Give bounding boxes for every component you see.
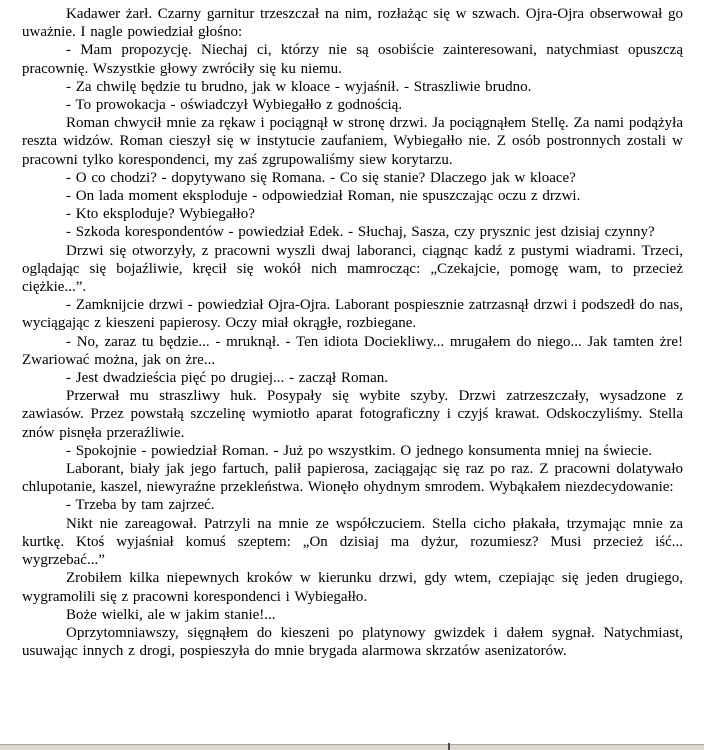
paragraph: Kadawer żarł. Czarny garnitur trzeszczał na nim, rozłażąc się w szwach. Ojra-Ojra obserwował go uważnie. I nagle powiedział głośno: (22, 6, 683, 41)
paragraph: Roman chwycił mnie za rękaw i pociągnął w stronę drzwi. Ja pociągnąłem Stellę. Za nami podążyła reszta widzów. Roman cieszył się w instytucie zaufaniem, Wybiegałło nie. Z osób postronnych zostali w pracowni tylko korespondenci, my zaś zgrupowaliśmy siew korytarzu. (22, 115, 683, 168)
paragraph: - Za chwilę będzie tu brudno, jak w kloace - wyjaśnił. - Straszliwie brudno. (66, 78, 532, 95)
paragraph: Laborant, biały jak jego fartuch, palił papierosa, zaciągając się raz po raz. Z pracowni dolatywało chlupotanie, kaszel, niewyraźne przekleństwa. Wionęło ohydnym smrodem. Wybąkałem niezdecydowanie: (22, 461, 683, 496)
paragraph: Przerwał mu straszliwy huk. Posypały się wybite szyby. Drzwi zatrzeszczały, wysadzone z zawiasów. Przez powstałą szczelinę wymiotło aparat fotograficzny i czyjś krawat. Odskoczyliśmy. Stella znów pisnęła przeraźliwie. (22, 388, 683, 441)
paragraph: Nikt nie zareagował. Patrzyli na mnie ze współczuciem. Stella cicho płakała, trzymając mnie za kurtkę. Ktoś wyjaśniał komuś szeptem: „On dzisiaj ma dyżur, rozumiesz? Musi przecież iść... wygrzebać...” (22, 515, 683, 569)
paragraph: Zrobiłem kilka niepewnych kroków w kierunku drzwi, gdy wtem, czepiając się jeden drugiego, wygramolili się z pracowni korespondenci i Wybiegałło. (22, 570, 683, 605)
paragraph: - Trzeba by tam zajrzeć. (66, 497, 215, 514)
paragraph: Oprzytomniawszy, sięgnąłem do kieszeni po platynowy gwizdek i dałem sygnał. Natychmiast, usuwając innych z drogi, pospieszyła do mnie brygada alarmowa skrzatów asenizatorów. (22, 624, 683, 660)
paragraph: - Spokojnie - powiedział Roman. - Już po wszystkim. O jednego konsumenta mniej na świecie. (66, 442, 652, 459)
paragraph: - Mam propozycję. Niechaj ci, którzy nie są osobiście zainteresowani, natychmiast opuszczą pracownię. Wszystkie głowy zwróciły się ku niemu. (22, 42, 683, 77)
horizontal-scrollbar-edge[interactable] (0, 744, 704, 750)
paragraph: - Szkoda korespondentów - powiedział Edek. - Słuchaj, Sasza, czy prysznic jest dzisiaj czynny? (66, 224, 655, 241)
paragraph: - On lada moment eksploduje - odpowiedział Roman, nie spuszczając oczu z drzwi. (66, 188, 581, 205)
paragraph: - Jest dwadzieścia pięć po drugiej... - zaczął Roman. (66, 370, 389, 387)
paragraph: Boże wielki, ale w jakim stanie!... (66, 606, 276, 623)
paragraph: - To prowokacja - oświadczył Wybiegałło z godnością. (66, 97, 403, 114)
paragraph: - O co chodzi? - dopytywano się Romana. - Co się stanie? Dlaczego jak w kloace? (66, 169, 576, 186)
paragraph: - Kto eksploduje? Wybiegałło? (66, 206, 255, 223)
paragraph: - Zamknijcie drzwi - powiedział Ojra-Ojra. Laborant pospiesznie zatrzasnął drzwi i podszedł do nas, wyciągając z kieszeni papierosy. Oczy miał okrągłe, rozbiegane. (22, 297, 683, 332)
paragraph: - No, zaraz tu będzie... - mruknął. - Ten idiota Dociekliwy... mrugałem do niego... Jak tamten żre! Zwariować można, jak on żre... (22, 333, 683, 368)
scrollbar-divider-tick (448, 743, 450, 750)
paragraph: Drzwi się otworzyły, z pracowni wyszli dwaj laboranci, ciągnąc kadź z pustymi wiadrami. Trzeci, oglądając się bojaźliwie, kręcił się wokół nich mamrocząc: „Czekajcie, pomogę wam, to przecież ciężkie...”. (22, 242, 683, 296)
